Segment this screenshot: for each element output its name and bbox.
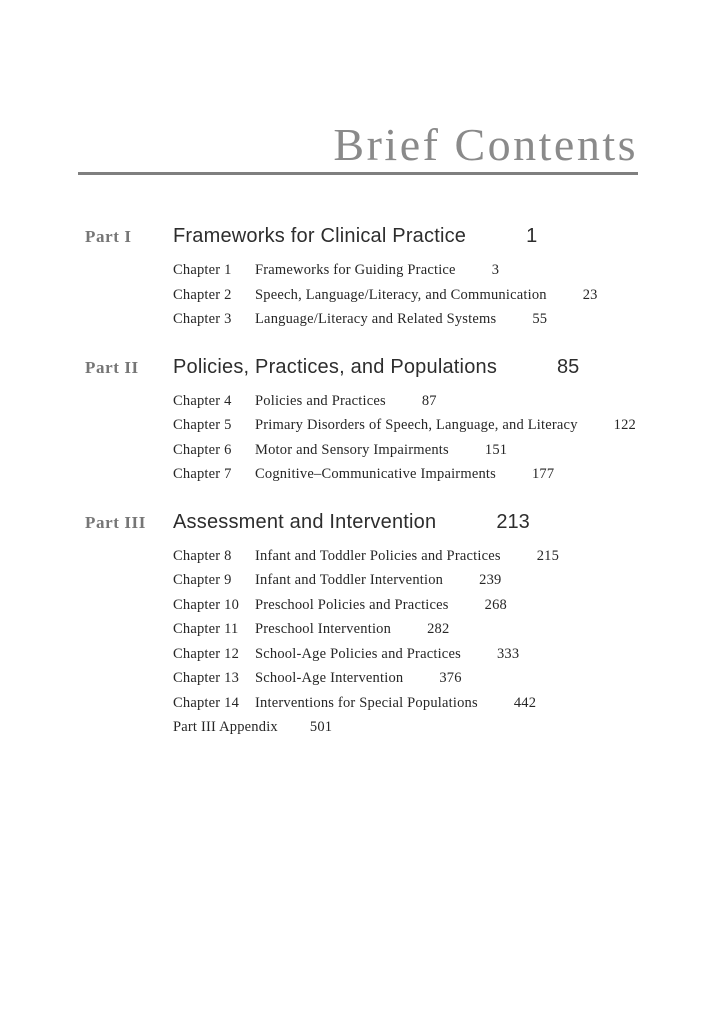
chapter-title: Infant and Toddler Policies and Practices	[255, 547, 501, 564]
chapter-title: Language/Literacy and Related Systems	[255, 311, 497, 327]
chapter-page-number: 333	[496, 645, 520, 662]
part-label: Part I	[85, 227, 132, 246]
chapter-title: Infant and Toddler Intervention	[255, 572, 444, 588]
chapter-list	[173, 262, 720, 336]
chapter-label: Chapter 1	[173, 262, 232, 278]
chapter-title: School-Age Policies and Practices	[255, 645, 461, 662]
page-title: Brief Contents	[333, 119, 638, 170]
appendix-row	[173, 719, 720, 744]
chapter-page-number: 376	[439, 670, 462, 686]
chapter-page-number: 282	[427, 621, 450, 637]
page-header	[78, 120, 638, 175]
chapter-page-number: 239	[479, 572, 502, 588]
part-heading-row	[85, 356, 720, 384]
chapter-title: School-Age Intervention	[255, 670, 404, 686]
part-heading-row	[85, 225, 720, 253]
chapter-page-number: 3	[491, 262, 500, 278]
part-section	[85, 356, 720, 491]
chapter-title: Primary Disorders of Speech, Language, and Literacy	[255, 417, 578, 433]
chapter-label: Chapter 6	[173, 441, 232, 458]
chapter-page-number: 501	[309, 719, 333, 735]
chapter-label: Chapter 11	[173, 621, 239, 637]
chapter-title: Speech, Language/Literacy, and Communication	[255, 286, 547, 303]
chapter-row	[173, 262, 720, 287]
chapter-label: Chapter 13	[173, 670, 240, 686]
chapter-label: Chapter 10	[173, 596, 240, 613]
chapter-label: Chapter 5	[173, 417, 232, 433]
chapter-label: Chapter 4	[173, 392, 232, 409]
chapter-label: Chapter 12	[173, 645, 240, 662]
chapter-row	[173, 393, 720, 418]
part-page-number: 213	[496, 510, 530, 533]
chapter-label: Chapter 7	[173, 466, 232, 482]
part-section	[85, 225, 720, 336]
chapter-list	[173, 393, 720, 491]
part-page-number: 1	[526, 225, 538, 247]
chapter-row	[173, 695, 720, 720]
chapter-row	[173, 311, 720, 336]
chapter-page-number: 55	[532, 311, 548, 327]
chapter-row	[173, 442, 720, 467]
chapter-page-number: 87	[421, 392, 437, 409]
chapter-row	[173, 287, 720, 312]
part-label: Part II	[85, 357, 139, 377]
chapter-title: Preschool Policies and Practices	[255, 596, 449, 613]
part-title: Policies, Practices, and Populations	[173, 355, 498, 378]
chapter-page-number: 23	[582, 286, 598, 303]
chapter-row	[173, 670, 720, 695]
chapter-row	[173, 621, 720, 646]
toc-sections	[0, 175, 720, 744]
part-title: Assessment and Intervention	[173, 510, 437, 533]
chapter-title: Cognitive–Communicative Impairments	[255, 466, 496, 482]
chapter-label: Part III Appendix	[173, 719, 278, 735]
chapter-row	[173, 597, 720, 622]
part-title: Frameworks for Clinical Practice	[173, 225, 467, 247]
part-label: Part III	[85, 512, 146, 532]
part-page-number: 85	[557, 355, 580, 378]
chapter-title: Preschool Intervention	[255, 621, 392, 637]
chapter-label: Chapter 8	[173, 547, 232, 564]
chapter-row	[173, 548, 720, 573]
chapter-page-number: 215	[536, 547, 560, 564]
chapter-page-number: 268	[484, 596, 508, 613]
chapter-label: Chapter 14	[173, 694, 240, 711]
chapter-title: Interventions for Special Populations	[255, 694, 478, 711]
chapter-label: Chapter 3	[173, 311, 232, 327]
chapter-label: Chapter 2	[173, 286, 232, 303]
part-section	[85, 511, 720, 744]
chapter-page-number: 151	[484, 441, 508, 458]
chapter-page-number: 122	[613, 417, 637, 433]
part-heading-row	[85, 511, 720, 539]
chapter-row	[173, 466, 720, 491]
chapter-title: Frameworks for Guiding Practice	[255, 262, 456, 278]
chapter-row	[173, 417, 720, 442]
chapter-label: Chapter 9	[173, 572, 232, 588]
chapter-title: Motor and Sensory Impairments	[255, 441, 449, 458]
chapter-title: Policies and Practices	[255, 392, 386, 409]
chapter-page-number: 177	[531, 466, 555, 482]
chapter-list	[173, 548, 720, 744]
chapter-row	[173, 646, 720, 671]
chapter-page-number: 442	[513, 694, 537, 711]
chapter-row	[173, 572, 720, 597]
